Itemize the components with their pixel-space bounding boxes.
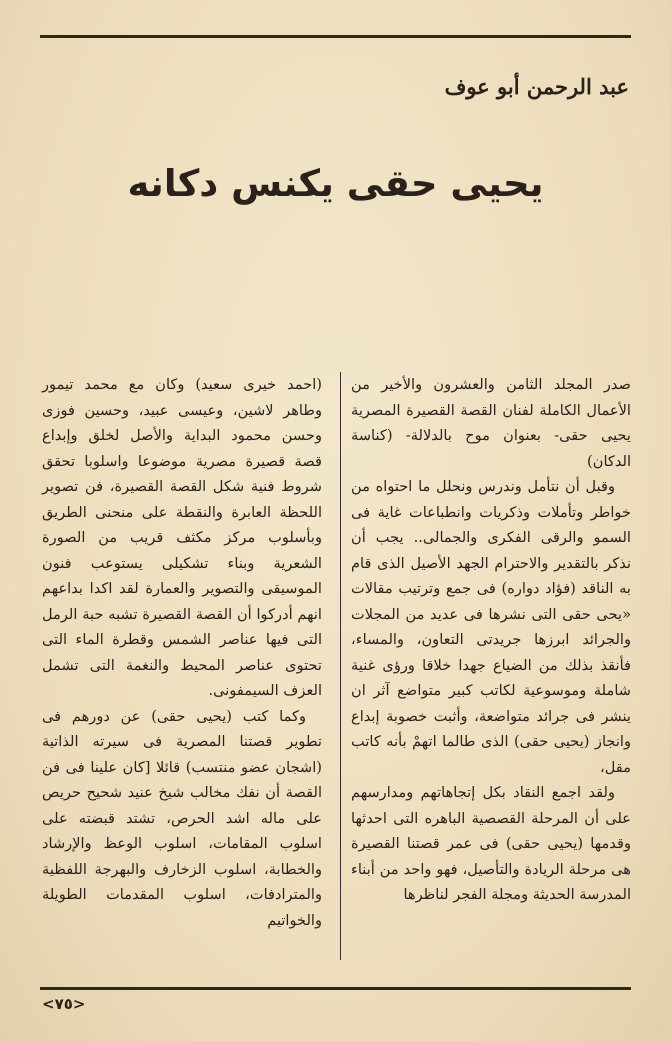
paragraph: صدر المجلد الثامن والعشرون والأخير من الأعمال الكاملة لفنان القصة القصيرة المصرية يحيى حقى- بعنوان موح بالدلالة- (كناسة الدكان) — [351, 376, 631, 470]
page-number: <٧٥> — [42, 995, 86, 1013]
paragraph: وقبل أن نتأمل وندرس ونحلل ما احتواه من خواطر وتأملات وذكريات وانطباعات غاية فى السمو والرقى الفكرى والجمالى.. يجب أن نذكر بالتقدير والاحترام الجهد الأصيل الذى قام به الناقد (فؤاد دواره) فى جمع وترتيب مقالات «يحى حقى التى نشرها فى عديد من المجلات والجرائد ابرزها جريدتى التعاون، والمساء، فأنقذ بذلك من الضياع جهدا خلاقا ورؤى غنية شاملة وموسوعية لكاتب كبير متواضع آثر ان ينشر فى جرائد متواضعة، وأثبت خصوبة إبداع وانجاز (يحيى حقى) الذى طالما اتهمْ بأنه كاتب مقل، — [351, 478, 631, 776]
top-rule — [40, 35, 631, 38]
right-column — [351, 372, 631, 908]
paragraph: ولقد اجمع النقاد بكل إتجاهاتهم ومدارسهم على أن المرحلة القصصية الباهره التى احدثها وقدمها (يحيى حقى) فى عمر قصتنا القصيرة هى مرحلة الريادة والتأصيل، فهو واحد من أبناء المدرسة الحديثة ومجلة الفجر لناظرها — [351, 784, 631, 903]
column-divider — [340, 372, 341, 960]
paragraph: وكما كتب (يحيى حقى) عن دورهم فى تطوير قصتنا المصرية فى سيرته الذاتية (اشجان عضو منتسب) قائلا [كان علينا فى فن القصة أن نفك مخالب شيخ عنيد شحيح حريص على ماله اشد الحرص، تشتد قبضته على اسلوب المقامات، اسلوب الوعظ والإرشاد والخطابة، اسلوب الزخارف والبهرجة اللفظية والمترادفات، اسلوب المقدمات الطويلة والخواتيم — [42, 707, 322, 929]
left-column — [42, 372, 322, 933]
author-name: عبد الرحمن أبو عوف — [444, 74, 629, 99]
bottom-rule — [40, 987, 631, 990]
article-title: يحيى حقى يكنس دكانه — [127, 162, 544, 205]
paragraph: (احمد خيرى سعيد) وكان مع محمد تيمور وطاهر لاشين، وعيسى عبيد، وحسين فوزى وحسن محمود البداية والأصل لخلق وإبداع قصة قصيرة مصرية موضوعا واسلوبا تحقق شروط فنية شكل القصة القصيرة، فن تصوير اللحظة العابرة والنقطة على منحنى الطريق وبأسلوب مركز مكثف قريب من الصورة الشعرية وبناء تشكيلى يستوعب فنون الموسيقى والتصوير والعمارة لقد اكدا بداعهم انهم أدركوا أن القصة القصيرة تشبه حبة الرمل التى فيها عناصر الشمس وقطرة الماء التى تحتوى عناصر المحيط والنغمة التى تشمل العزف السيمفونى. — [42, 376, 322, 699]
